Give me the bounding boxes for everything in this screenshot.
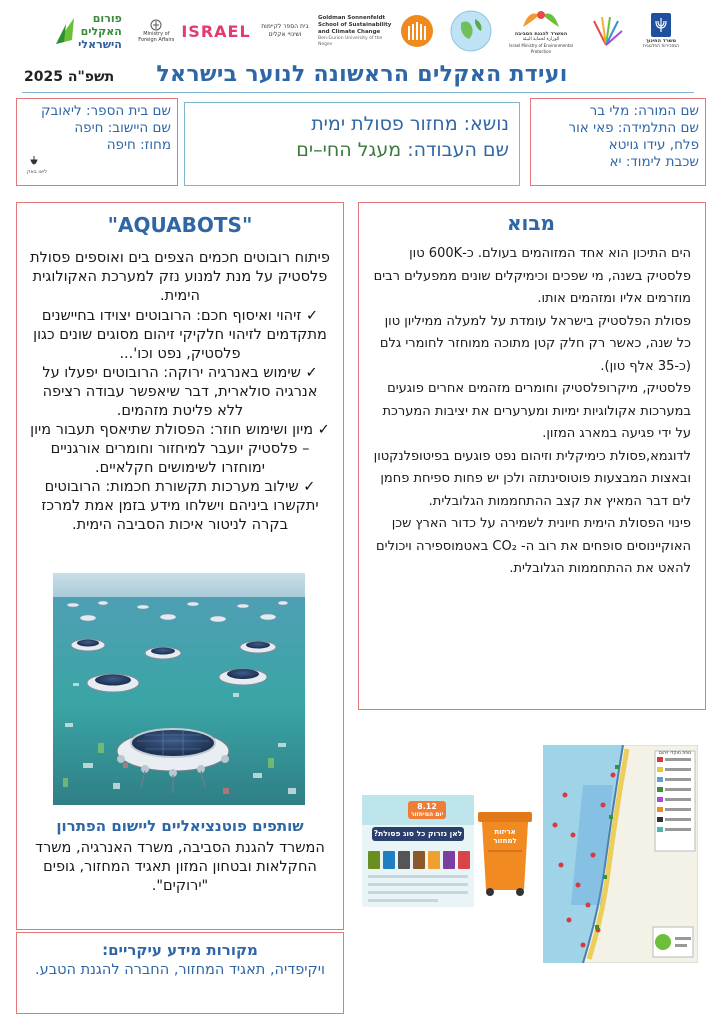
topic-box bbox=[184, 102, 520, 186]
coastline-map-graphic bbox=[543, 745, 698, 963]
feature-text: זיהוי ואיסוף חכם: הרובוטים יצוידו בחיישנים מתקדמים לזיהוי חלקיקי זיהום מסוגים שונים כגון פלסטיק, נפט וכו'... bbox=[33, 308, 327, 362]
recycling-bin-image bbox=[476, 810, 534, 898]
hands-icon bbox=[519, 7, 563, 31]
aquabots-intro: פיתוח רובוטים חכמים הצפים בים ואוספים פסולת פלסטיק על מנת למנוע נזק למערכת האקולוגית הימית. bbox=[30, 250, 330, 304]
bin-label-line1: אריזות bbox=[494, 828, 516, 836]
poster-question: לאן נזרוק כל סוג פסולת? bbox=[373, 829, 463, 838]
env-ministry-en: Israel Ministry of Environmental Protection bbox=[509, 43, 573, 54]
education-ministry-name: משרד החינוך bbox=[645, 38, 677, 44]
bgu-emblem-icon bbox=[400, 14, 434, 48]
forum-line2: האקלים bbox=[80, 24, 122, 38]
year-label: תשפ"ה 2025 bbox=[24, 69, 115, 85]
feature-item bbox=[29, 364, 331, 421]
goldman-school-logo bbox=[316, 6, 436, 56]
education-ministry-sub: המזכירות הפדגוגית bbox=[642, 44, 680, 49]
poster-day-label: יום המיחזור bbox=[410, 811, 444, 818]
feature-text: שילוב מערכות תקשורת חכמות: הרובוטים יתקשרו ביניהם וישלחו מידע בזמן אמת למרכז בקרה לניטור איכות הסביבה הימית. bbox=[41, 479, 319, 533]
teacher-name: שם המורה: מלי בר bbox=[589, 103, 699, 119]
logo-strip bbox=[44, 6, 684, 56]
school-name: שם בית הספר: ליאובק bbox=[40, 103, 171, 119]
intro-paragraph: פלסטיק, מיקרופלסטיק וחומרים מזהמים אחרים פוגעים במערכות אקולוגיות ימיות ומערערים את יציבות המערכת על ידי פגיעה במארג המזון. bbox=[382, 381, 691, 441]
work-title-label: שם העבודה: bbox=[401, 139, 509, 161]
feature-text: מיון ושימוש חוזר: הפסולת שתיאסף תעבור מיון – פלסטיק יועבר למיחזור וחומרים אורגניים ימוחזרו לשימושים חקלאיים. bbox=[30, 422, 314, 476]
school-info-box bbox=[16, 98, 178, 186]
check-icon: ✓ bbox=[306, 308, 319, 324]
education-ministry-logo bbox=[638, 6, 684, 56]
title-divider bbox=[22, 92, 694, 93]
city-name: שם היישוב: חיפה bbox=[74, 120, 171, 136]
recycling-day-poster bbox=[362, 795, 474, 907]
school-logo-text: ליאו באק bbox=[27, 169, 48, 175]
goldman-name: Goldman Sonnenfeldt School of Sustainability and Climate Change bbox=[318, 14, 392, 35]
forum-line1: פורום bbox=[92, 11, 122, 25]
page-title: ועידת האקלים הראשונה לנוער בישראל bbox=[156, 62, 568, 87]
forum-line3: הישראלי bbox=[78, 37, 122, 51]
partners-heading: שותפים פוטנציאליים ליישום הפתרון bbox=[56, 817, 304, 835]
env-ministry-he: המשרד להגנת הסביבה bbox=[514, 31, 568, 37]
intro-paragraph: לדוגמא,פסולת כימיקלית וזיהום נפט פוגעים בפיטופלנקטון ובאצות המבצעות פוטוסינתזה ולכן יש פחות ספיחת פחמן לים דבר המאיץ את קצב ההתחממות הגלובלית. bbox=[373, 448, 691, 509]
check-icon: ✓ bbox=[305, 365, 318, 381]
bin-label bbox=[484, 828, 526, 846]
menorah-icon bbox=[650, 12, 672, 38]
aquabots-illustration bbox=[53, 573, 305, 805]
intro-section bbox=[358, 202, 706, 710]
bin-label-line2: למחזור bbox=[493, 837, 517, 845]
intro-paragraph: פינוי הפסולת הימית חיונית לשמירה על כדור הארץ שכן האוקיינוסים סופחים את רוב ה- CO₂ באטמוספירה ויכולים להאט את ההתחממות הגלובלית. bbox=[376, 516, 691, 576]
aquabots-section bbox=[16, 202, 344, 930]
institute-text-block bbox=[254, 6, 316, 56]
intro-paragraph: פסולת הפלסטיק בישראל עומדת על למעלה ממיליון טון כל שנה, כאשר רק חלק קטן מתוכה ממוחזר לחומרי גלם (כ-35 אלף טון). bbox=[379, 313, 691, 374]
institute-text: בית הספר לקיימות ושינויי אקלים bbox=[261, 23, 309, 38]
sources-text: ויקיפדיה, תאגיד המחזור, החברה להגנת הטבע. bbox=[35, 962, 325, 978]
poster-date-number: 8.12 bbox=[417, 802, 437, 811]
grade-level: שכבת לימוד: יא bbox=[609, 154, 699, 170]
israel-brand-logo bbox=[138, 6, 250, 56]
sources-heading: מקורות מידע עיקריים: bbox=[102, 941, 258, 959]
feature-item bbox=[29, 421, 331, 478]
student-label: שם התלמידה: פאי אור bbox=[568, 120, 699, 136]
intro-body bbox=[371, 243, 691, 581]
school-logo bbox=[23, 155, 171, 175]
aquabots-feature-list bbox=[29, 307, 331, 535]
israel-brand-text: ISRAEL bbox=[181, 21, 251, 41]
district-name: מחוז: חיפה bbox=[106, 137, 171, 153]
foreign-ministry-text: Ministry of Foreign Affairs bbox=[138, 31, 175, 43]
feature-item bbox=[29, 307, 331, 364]
poster-date bbox=[408, 803, 446, 818]
teacher-info-box bbox=[530, 98, 706, 186]
fireworks-logo bbox=[584, 6, 628, 56]
globe-logo bbox=[446, 6, 496, 56]
aquabots-heading: "AQUABOTS" bbox=[107, 213, 253, 237]
student-names: פלח, עידו גויטא bbox=[608, 137, 699, 153]
feature-item bbox=[29, 478, 331, 535]
bgu-name: Ben-Gurion University of the Negev bbox=[318, 35, 383, 47]
pollution-map bbox=[543, 745, 698, 963]
work-title-name: מעגל החי–ים bbox=[296, 139, 402, 161]
feature-text: שימוש באנרגיה ירוקה: הרובוטים יפעלו על אנרגיה סולארית, דבר שיאפשר עבודה רציפה ללא פליטת מזהמים. bbox=[42, 365, 318, 419]
sources-section bbox=[16, 932, 344, 1014]
intro-heading: מבוא bbox=[506, 211, 556, 235]
orange-bin-icon bbox=[476, 810, 534, 898]
check-icon: ✓ bbox=[317, 422, 330, 438]
school-lamp-icon bbox=[27, 155, 41, 169]
globe-icon bbox=[449, 9, 493, 53]
env-ministry-logo bbox=[506, 6, 576, 56]
map-legend-title: מפת מוקדי זיהום bbox=[658, 751, 692, 756]
climate-forum-logo bbox=[44, 6, 130, 56]
intro-paragraph: הים התיכון הוא אחד המזוהמים בעולם. כ-600K טון פלסטיק בשנה, מי שפכים וכימיקלים שונים ממפעלים רבים מוזרמים אליו ומזהמים אותו. bbox=[373, 246, 691, 306]
topic-subject: נושא: מחזור פסולת ימית bbox=[311, 113, 509, 135]
work-title bbox=[195, 137, 509, 163]
emblem-icon bbox=[150, 19, 162, 31]
fireworks-icon bbox=[586, 11, 626, 51]
partners-text: המשרד להגנת הסביבה, משרד האנרגיה, משרד החקלאות ובטחון המזון תאגיד המחזור, גופים "ירוקים". bbox=[35, 840, 325, 894]
check-icon: ✓ bbox=[303, 479, 316, 495]
forum-leaf-icon bbox=[52, 14, 78, 48]
env-ministry-ar: الوزارة لحماية البيئة bbox=[522, 37, 560, 42]
